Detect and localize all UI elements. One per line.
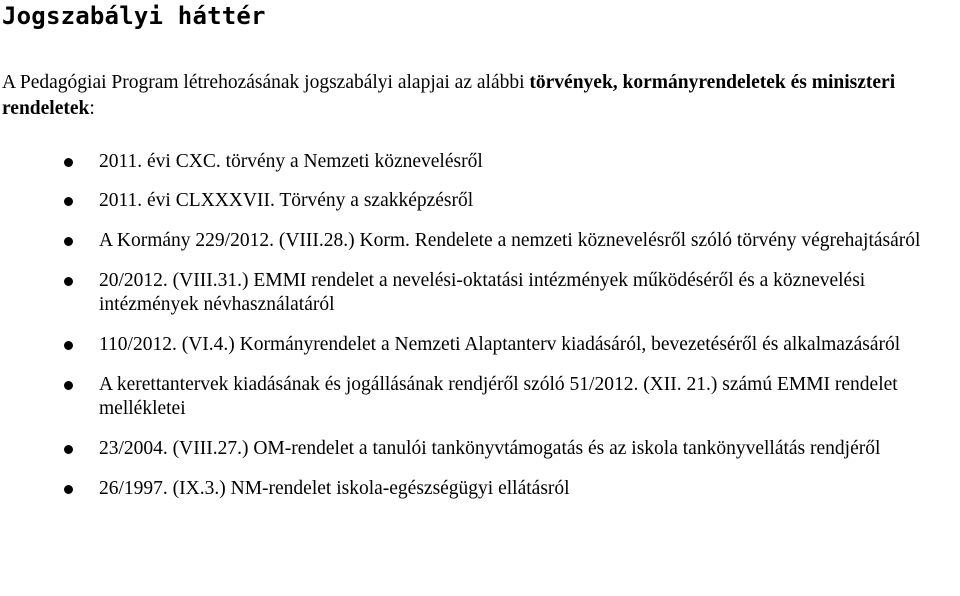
- bullet-icon: [64, 485, 73, 494]
- list-item-text: 20/2012. (VIII.31.) EMMI rendelet a nevelési-oktatási intézmények működéséről és a köznevelési intézmények névhasználatáról: [99, 270, 866, 315]
- intro-text-start: A Pedagógiai Program létrehozásának jogszabályi alapjai az alábbi: [2, 72, 530, 93]
- list-item-text: 2011. évi CLXXXVII. Törvény a szakképzésről: [99, 190, 474, 211]
- list-item: [0, 477, 960, 501]
- legislation-list: [0, 150, 960, 501]
- intro-text-end: :: [89, 98, 95, 119]
- list-item: [0, 269, 960, 317]
- list-item-text: 23/2004. (VIII.27.) OM-rendelet a tanulói tankönyvtámogatás és az iskola tankönyvellátás rendjéről: [99, 438, 881, 459]
- list-item-text: A Kormány 229/2012. (VIII.28.) Korm. Rendelete a nemzeti köznevelésről szóló törvény végrehajtásáról: [99, 230, 921, 251]
- list-item: [0, 189, 960, 213]
- bullet-icon: [64, 237, 73, 246]
- page-title: Jogszabályi háttér: [2, 2, 266, 30]
- list-item: [0, 373, 960, 421]
- bullet-icon: [64, 445, 73, 454]
- bullet-icon: [64, 277, 73, 286]
- list-item-text: A kerettantervek kiadásának és jogállásának rendjéről szóló 51/2012. (XII. 21.) számú EMMI rendelet mellékletei: [99, 374, 898, 419]
- list-item-text: 26/1997. (IX.3.) NM-rendelet iskola-egészségügyi ellátásról: [99, 478, 570, 499]
- bullet-icon: [64, 341, 73, 350]
- intro-paragraph: [2, 70, 952, 122]
- list-item: [0, 437, 960, 461]
- bullet-icon: [64, 158, 73, 167]
- bullet-icon: [64, 197, 73, 206]
- list-item: [0, 333, 960, 357]
- list-item-text: 110/2012. (VI.4.) Kormányrendelet a Nemzeti Alaptanterv kiadásáról, bevezetéséről és alkalmazásáról: [99, 334, 901, 355]
- bullet-icon: [64, 381, 73, 390]
- list-item: [0, 229, 960, 253]
- intro-text-bold: törvények, kormányrendeletek és miniszteri rendeletek: [2, 72, 896, 119]
- list-item: [0, 150, 960, 174]
- list-item-text: 2011. évi CXC. törvény a Nemzeti köznevelésről: [99, 151, 483, 172]
